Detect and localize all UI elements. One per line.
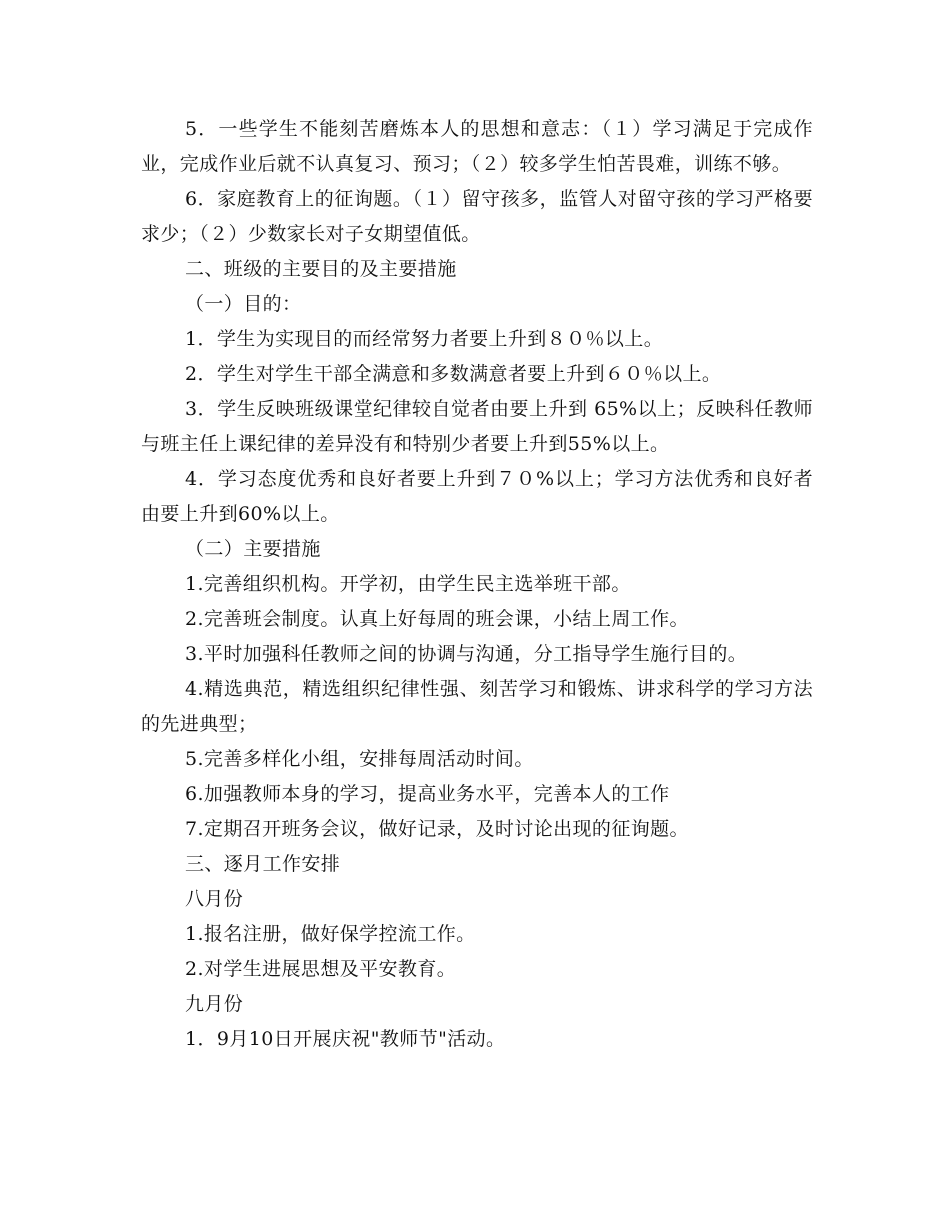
goal-item-1: 1．学生为实现目的而经常努力者要上升到８０％以上。 bbox=[185, 328, 664, 350]
subsection-heading-measures: （二）主要措施 bbox=[185, 538, 321, 560]
measure-item-7: 7.定期召开班务会议，做好记录，及时讨论出现的征询题。 bbox=[185, 818, 689, 840]
goal-item-2: 2．学生对学生干部全满意和多数满意者要上升到６０％以上。 bbox=[185, 363, 722, 385]
measure-item-6: 6.加强教师本身的学习，提高业务水平，完善本人的工作 bbox=[185, 783, 670, 805]
goal-item-4: 4．学习态度优秀和良好者要上升到７０%以上；学习方法优秀和良好者由要上升到60%以上。 bbox=[141, 468, 813, 525]
measure-item-5: 5.完善多样化小组，安排每周活动时间。 bbox=[185, 748, 534, 770]
measure-item-4: 4.精选典范，精选组织纪律性强、刻苦学习和锻炼、讲求科学的学习方法的先进典型； bbox=[141, 678, 813, 735]
section-heading-2: 二、班级的主要目的及主要措施 bbox=[185, 258, 457, 280]
measure-item-3: 3.平时加强科任教师之间的协调与沟通，分工指导学生施行目的。 bbox=[185, 643, 748, 665]
paragraph-1: 5．一些学生不能刻苦磨炼本人的思想和意志：（１）学习满足于完成作业，完成作业后就不认真复习、预习；（２）较多学生怕苦畏难，训练不够。 bbox=[141, 118, 813, 175]
measure-item-1: 1.完善组织机构。开学初，由学生民主选举班干部。 bbox=[185, 573, 631, 595]
document-body bbox=[141, 112, 813, 1057]
august-item-1: 1.报名注册，做好保学控流工作。 bbox=[185, 923, 476, 945]
august-item-2: 2.对学生进展思想及平安教育。 bbox=[185, 958, 457, 980]
september-item-1: 1．9月10日开展庆祝"教师节"活动。 bbox=[185, 1028, 506, 1050]
month-heading-august: 八月份 bbox=[185, 888, 244, 910]
measure-item-2: 2.完善班会制度。认真上好每周的班会课，小结上周工作。 bbox=[185, 608, 689, 630]
goal-item-3: 3．学生反映班级课堂纪律较自觉者由要上升到 65%以上；反映科任教师与班主任上课纪律的差异没有和特别少者要上升到55%以上。 bbox=[141, 398, 813, 455]
paragraph-2: 6．家庭教育上的征询题。（１）留守孩多，监管人对留守孩的学习严格要求少；（２）少数家长对子女期望值低。 bbox=[141, 188, 813, 245]
subsection-heading-goals: （一）目的： bbox=[185, 293, 302, 315]
month-heading-september: 九月份 bbox=[185, 993, 244, 1015]
section-heading-3: 三、逐月工作安排 bbox=[185, 853, 341, 875]
